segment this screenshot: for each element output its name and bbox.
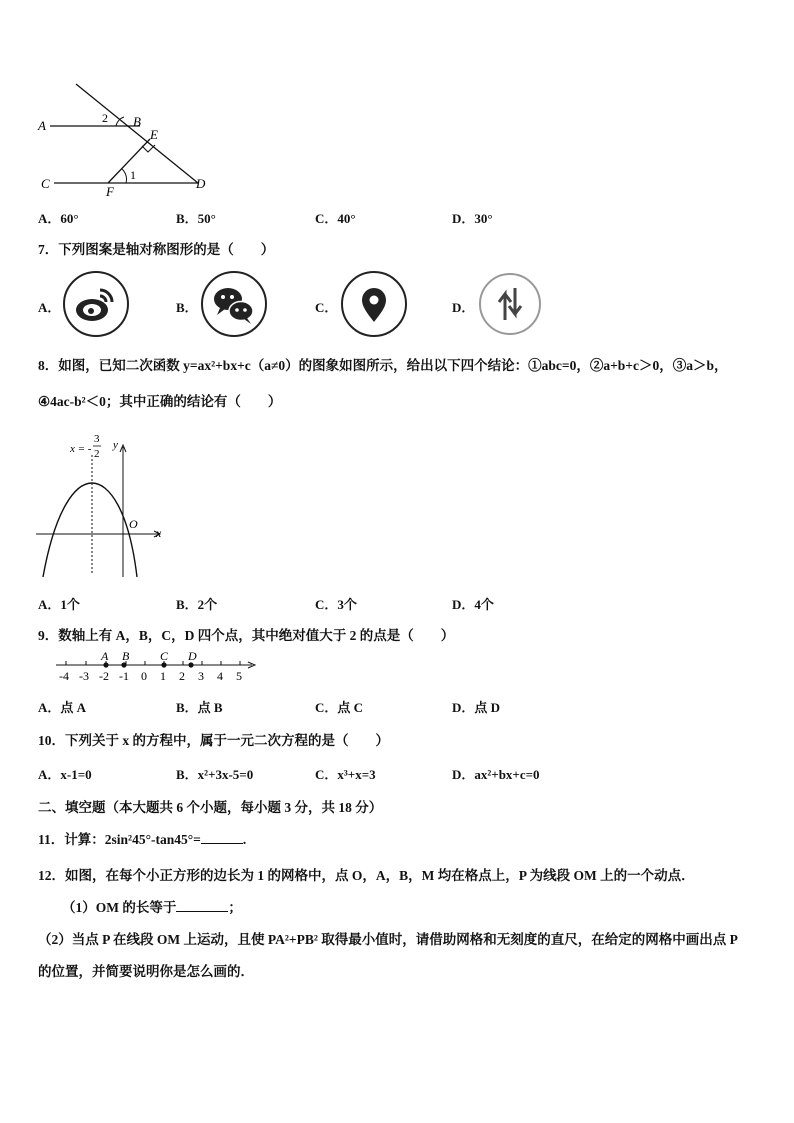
y-label: y: [113, 439, 118, 451]
label-angle1: 1: [130, 168, 136, 182]
q7-letter-d[interactable]: D．: [452, 300, 475, 315]
x-label: x: [156, 526, 162, 540]
origin-label: O: [129, 517, 138, 531]
tick-label-neg3: -3: [79, 669, 89, 683]
label-C: C: [41, 176, 50, 191]
q6-option-b[interactable]: B．50°: [176, 211, 216, 226]
up-down-arrows-icon[interactable]: [476, 270, 544, 338]
q12-part1: （1）OM 的长等于: [62, 900, 177, 915]
point-label-B: B: [122, 649, 130, 663]
section-heading: 二、填空题（本大题共 6 个小题，每小题 3 分，共 18 分）: [38, 800, 383, 815]
label-angle2: 2: [102, 111, 108, 125]
tick-label-0: 0: [141, 669, 147, 683]
q12-part1-line: [62, 896, 242, 916]
weibo-icon[interactable]: [62, 270, 130, 338]
q12-part2-line1: （2）当点 P 在线段 OM 上运动，且使 PA²+PB² 取得最小值时，请借助网格和无刻度的直尺，在给定的网格中画出点 P: [38, 932, 738, 947]
map-pin-icon[interactable]: [340, 270, 408, 338]
q6-option-a[interactable]: A．60°: [38, 211, 79, 226]
transversal: [76, 84, 198, 183]
q9-number-line: [52, 648, 262, 686]
q6-geometry-figure: [30, 80, 220, 200]
q7-letter-a[interactable]: A．: [38, 300, 61, 315]
tick-label-1: 1: [160, 669, 166, 683]
point-D: [188, 662, 193, 667]
q9-option-a[interactable]: A．点 A: [38, 700, 87, 715]
q11-stem: 11．计算：2sin²45°-tan45°=: [38, 832, 201, 847]
q10-option-c[interactable]: C．x³+x=3: [315, 767, 376, 782]
q8-parabola-graph: [30, 425, 180, 580]
tick-label-4: 4: [217, 669, 223, 683]
frac-numerator: 3: [94, 433, 100, 445]
q8-stem-line1: 8．如图，已知二次函数 y=ax²+bx+c（a≠0）的图象如图所示，给出以下四个结论：①abc=0，②a+b+c＞0，③a＞b，: [38, 358, 728, 373]
tick-label-5: 5: [236, 669, 242, 683]
tick-marks: [66, 661, 240, 665]
q9-option-b[interactable]: B．点 B: [176, 700, 223, 715]
point-A: [103, 662, 108, 667]
q9-option-d[interactable]: D．点 D: [452, 700, 501, 715]
q10-option-b[interactable]: B．x²+3x-5=0: [176, 767, 254, 782]
tick-label-3: 3: [198, 669, 204, 683]
q10-option-a[interactable]: A．x-1=0: [38, 767, 92, 782]
q11-end: .: [242, 832, 247, 847]
label-B: B: [133, 114, 141, 129]
tick-label-neg4: -4: [59, 669, 69, 683]
label-D: D: [196, 176, 206, 191]
q12-part1-answer-blank[interactable]: [176, 898, 228, 912]
point-C: [161, 662, 166, 667]
q8-stem-line2: ④4ac-b²＜0；其中正确的结论有（ ）: [38, 394, 282, 409]
q9-option-c[interactable]: C．点 C: [315, 700, 364, 715]
q7-stem: 7．下列图案是轴对称图形的是（ ）: [38, 242, 275, 257]
symmetry-label: x = -: [70, 443, 92, 455]
q8-option-c[interactable]: C．3个: [315, 597, 357, 612]
tick-label-2: 2: [179, 669, 185, 683]
tick-label-neg1: -1: [119, 669, 129, 683]
point-label-D: D: [188, 649, 197, 663]
q12-part1-end: ；: [228, 900, 242, 915]
q7-letter-c[interactable]: C．: [315, 300, 338, 315]
q8-option-b[interactable]: B．2个: [176, 597, 218, 612]
label-A: A: [38, 118, 46, 133]
q9-stem: 9．数轴上有 A，B，C，D 四个点，其中绝对值大于 2 的点是（ ）: [38, 628, 455, 643]
q6-option-d[interactable]: D．30°: [452, 211, 493, 226]
q12-part2-line2: 的位置，并简要说明你是怎么画的．: [38, 964, 254, 979]
q12-stem: 12．如图，在每个小正方形的边长为 1 的网格中，点 O，A，B，M 均在格点上，P 为线段 OM 上的一个动点．: [38, 868, 695, 883]
q8-option-d[interactable]: D．4个: [452, 597, 494, 612]
q7-letter-b[interactable]: B．: [176, 300, 198, 315]
q11-line: [38, 828, 246, 848]
angle-1-arc: [122, 169, 127, 183]
point-label-A: A: [101, 649, 109, 663]
point-B: [121, 662, 126, 667]
tick-label-neg2: -2: [99, 669, 109, 683]
label-F: F: [106, 184, 114, 199]
label-E: E: [150, 127, 158, 142]
wechat-icon[interactable]: [200, 270, 268, 338]
q8-option-a[interactable]: A．1个: [38, 597, 80, 612]
q11-answer-blank[interactable]: [201, 830, 243, 844]
q6-option-c[interactable]: C．40°: [315, 211, 356, 226]
point-label-C: C: [160, 649, 169, 663]
line-fe: [108, 139, 150, 183]
q10-stem: 10．下列关于 x 的方程中，属于一元二次方程的是（ ）: [38, 733, 389, 748]
frac-denominator: 2: [94, 448, 100, 460]
q10-option-d[interactable]: D．ax²+bx+c=0: [452, 767, 540, 782]
